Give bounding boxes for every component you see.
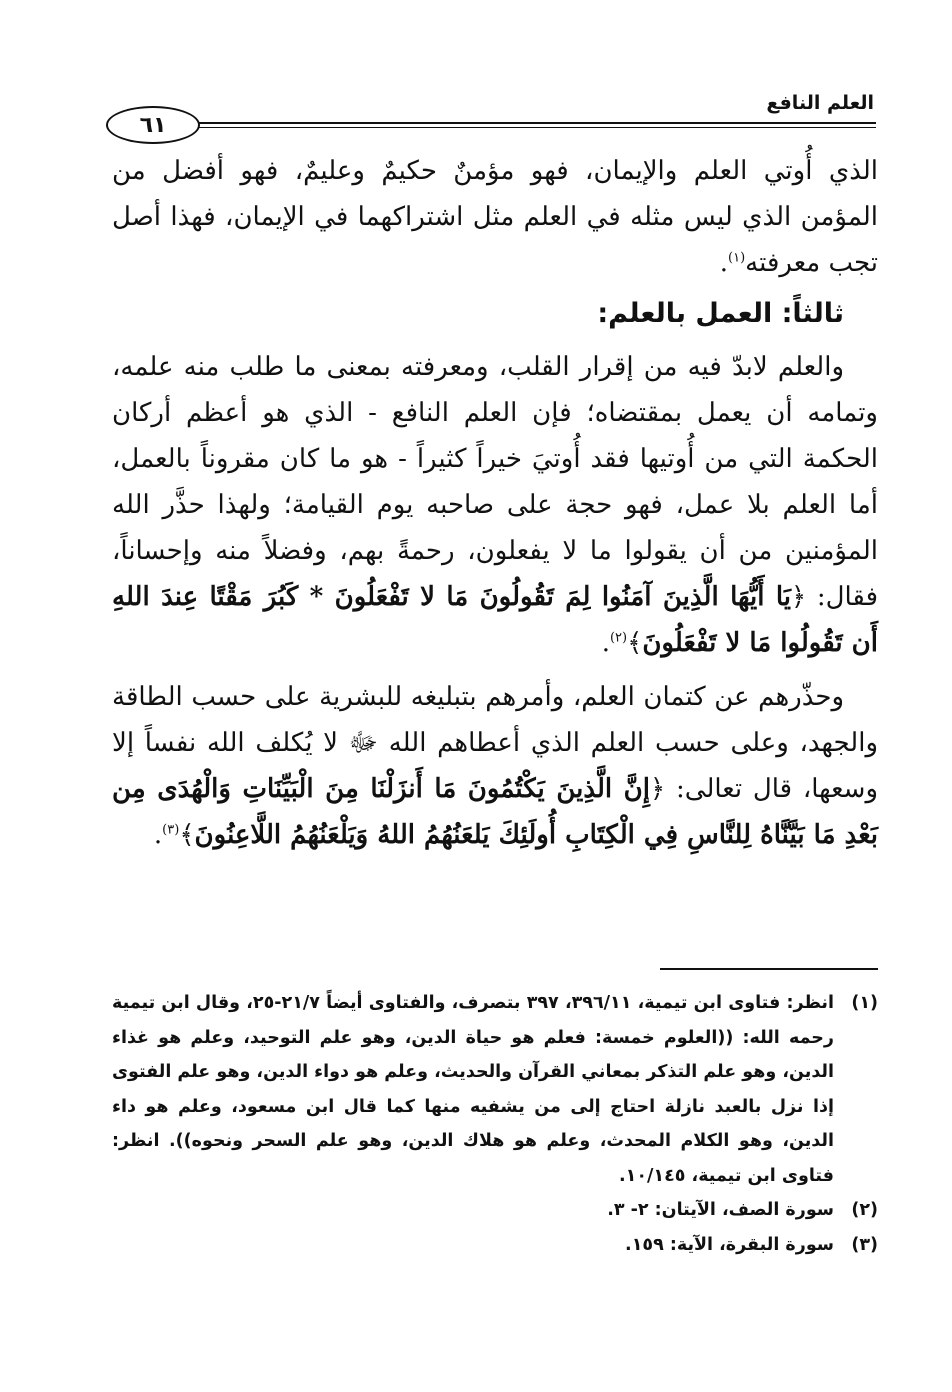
section-heading: ثالثاً: العمل بالعلم: [597, 298, 844, 329]
footnote-text: سورة الصف، الآيتان: ٢- ٣. [607, 1200, 834, 1220]
footnote-1 [112, 986, 878, 1193]
footnote-text: سورة البقرة، الآية: ١٥٩. [625, 1234, 834, 1255]
footnote-ref-3[interactable]: (٣) [162, 822, 180, 838]
running-title: العلم النافع [766, 92, 874, 114]
quran-bracket-close: ﴾ [627, 628, 643, 658]
footnote-separator [660, 968, 878, 970]
paragraph-1: الذي أُوتي العلم والإيمان، فهو مؤمنٌ حكيمٌ وعليمٌ، فهو أفضل من المؤمن الذي ليس مثله في العلم مثل اشتراكهما في الإيمان، فهذا أصل تجب معرفته$^{(١)}$. [112, 156, 878, 278]
quran-bracket-open: ﴿ [791, 582, 807, 612]
header-rule [196, 122, 876, 128]
footnote-2 [112, 1193, 878, 1228]
footnote-3 [112, 1228, 878, 1263]
quran-bracket-open: ﴿ [650, 774, 666, 804]
footnote-text: انظر: فتاوى ابن تيمية، ٣٩٦/١١، ٣٩٧ بتصرف، والفتاوى أيضاً ٢١/٧-٢٥، وقال ابن تيمية رحمه الله: ((العلوم خمسة: فعلم هو حياة الدين، وهو علم التوحيد، وعلم هو غذاء الدين، وهو علم التذكر بمعاني القرآن والحديث، وعلم هو دواء الدين، وهو علم الفتوى إذا نزل بالعبد نازلة احتاج إلى من يشفيه منها كما قال ابن مسعود، وعلم هو داء الدين، وهو الكلام المحدث، وعلم هو هلاك الدين، وهو علم السحر ونحوه)). انظر: فتاوى ابن تيمية، ١٠/١٤٥. [112, 993, 834, 1186]
footnote-ref-1[interactable]: (١) [728, 250, 746, 266]
quran-verse-2: إِنَّ الَّذِينَ يَكْتُمُونَ مَا أَنزَلْنَا مِنَ الْبَيِّنَاتِ وَالْهُدَى مِن بَعْدِ مَا بَيَّنَّاهُ لِلنَّاسِ فِي الْكِتَابِ أُولَئِكَ يَلعَنُهُمُ اللهُ وَيَلْعَنُهُمُ اللَّاعِنُونَ [112, 774, 878, 850]
footnote-ref-2[interactable]: (٢) [609, 630, 628, 646]
main-text [112, 148, 878, 858]
footnote-number: (٢) [851, 1200, 878, 1220]
quran-bracket-close: ﴾ [179, 820, 195, 850]
page-number: ٦١ [106, 106, 200, 144]
paragraph-2: والعلم لابدّ فيه من إقرار القلب، ومعرفته بمعنى ما طلب منه علمه، وتمامه أن يعمل بمقتضاه؛ فإن العلم النافع - الذي هو أعظم أركان الحكمة التي من أُوتيها فقد أُوتيَ خيراً كثيراً - هو ما كان مقروناً بالعمل، أما العلم بلا عمل، فهو حجة على صاحبه يوم القيامة؛ ولهذا حذَّر الله المؤمنين من أن يقولوا ما لا يفعلون، رحمةً بهم، وفضلاً منه وإحساناً، فقال: ﴿يَا أَيُّهَا الَّذِينَ آمَنُوا لِمَ تَقُولُونَ مَا لا تَفْعَلُونَ * كَبُرَ مَقْتًا عِندَ اللهِ أَن تَقُولُوا مَا لا تَفْعَلُونَ﴾$^{(٢)}$. [112, 352, 878, 658]
footnote-number: (١) [851, 993, 878, 1013]
footnotes [112, 986, 878, 1262]
footnote-number: (٣) [851, 1234, 878, 1255]
quran-verse-1: يَا أَيُّهَا الَّذِينَ آمَنُوا لِمَ تَقُولُونَ مَا لا تَفْعَلُونَ * كَبُرَ مَقْتًا عِندَ اللهِ أَن تَقُولُوا مَا لا تَفْعَلُونَ [112, 582, 878, 658]
paragraph-3: وحذّرهم عن كتمان العلم، وأمرهم بتبليغه للبشرية على حسب الطاقة والجهد، وعلى حسب العلم الذي أعطاهم الله ﷻ لا يُكلف الله نفساً إلا وسعها، قال تعالى: ﴿إِنَّ الَّذِينَ يَكْتُمُونَ مَا أَنزَلْنَا مِنَ الْبَيِّنَاتِ وَالْهُدَى مِن بَعْدِ مَا بَيَّنَّاهُ لِلنَّاسِ فِي الْكِتَابِ أُولَئِكَ يَلعَنُهُمُ اللهُ وَيَلْعَنُهُمُ اللَّاعِنُونَ﴾$^{(٣)}$. [112, 682, 878, 850]
